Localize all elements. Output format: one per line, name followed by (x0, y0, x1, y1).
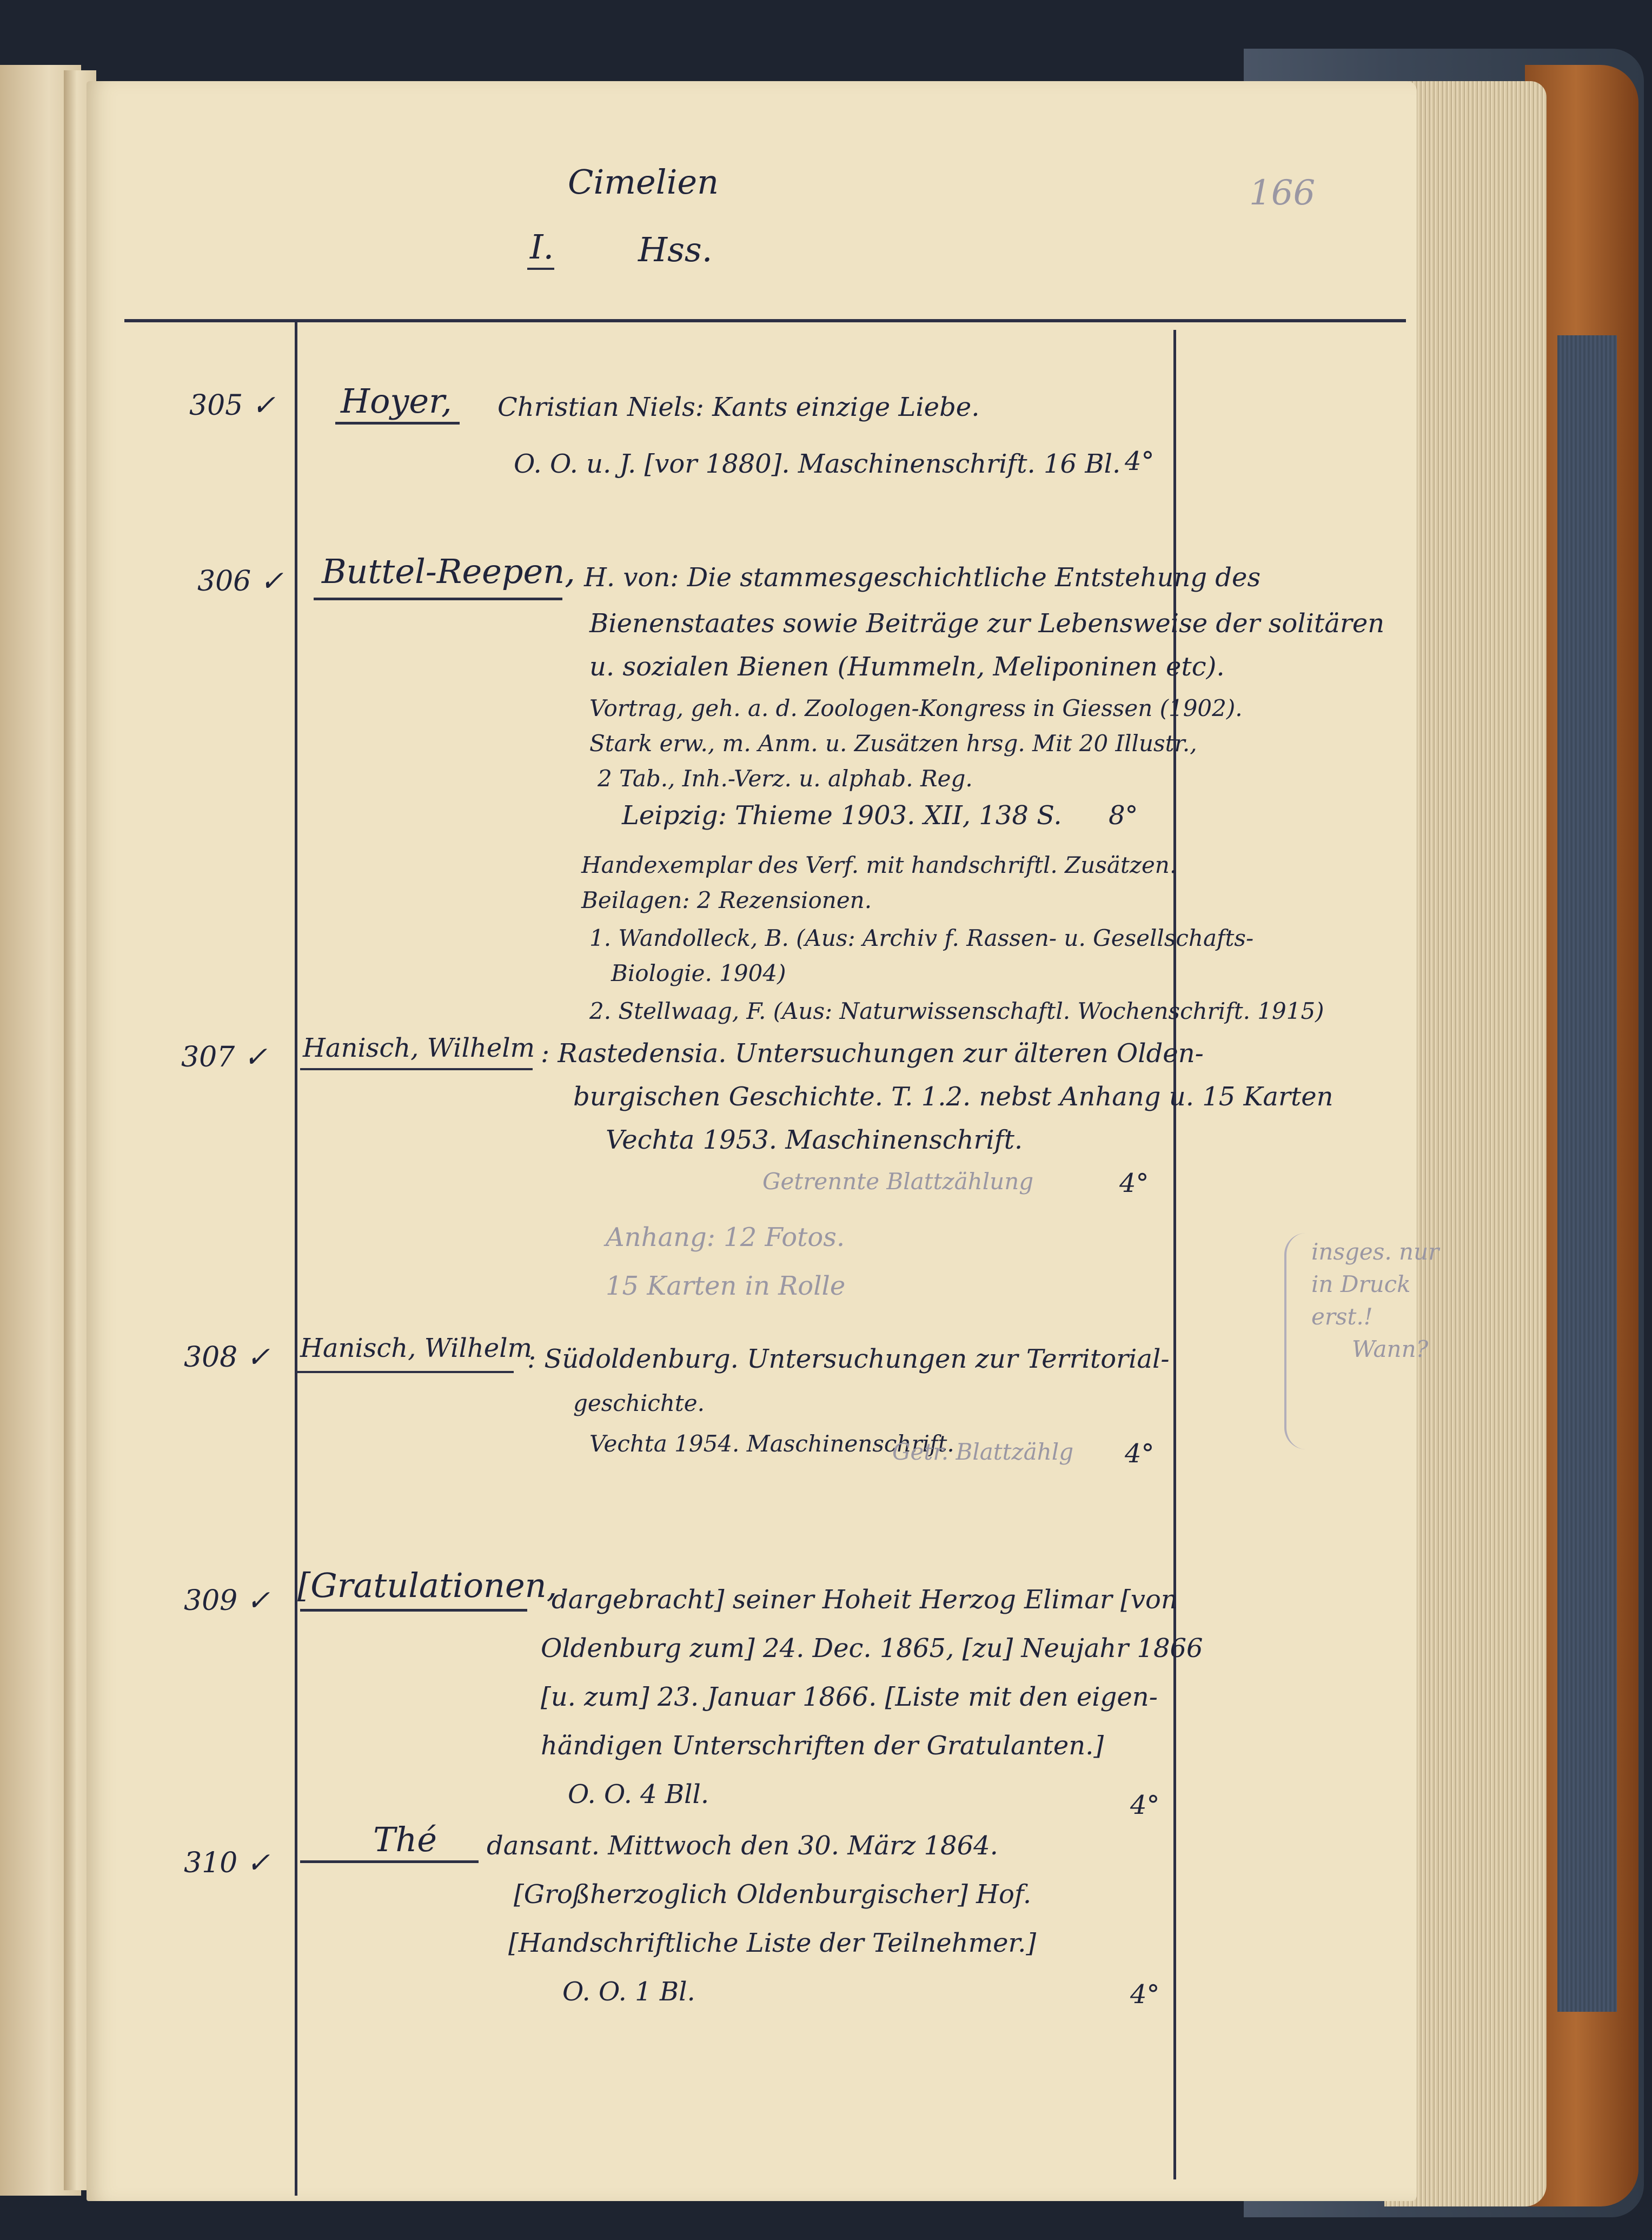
entry-line: [Handschriftliche Liste der Teilnehmer.] (508, 1928, 1037, 1958)
section-roman: I. (530, 227, 554, 267)
entry-line: Vechta 1954. Maschinenschrift. (589, 1430, 954, 1457)
entry-line: Oldenburg zum] 24. Dec. 1865, [zu] Neujahr 1866 (541, 1633, 1203, 1664)
right-column-rule (1173, 330, 1176, 2179)
entry-line: burgischen Geschichte. T. 1.2. nebst Anhang u. 15 Karten (573, 1082, 1333, 1112)
author-underline (314, 598, 562, 600)
entry-format: 4° (1130, 1979, 1160, 2010)
author-underline (335, 422, 460, 425)
book-cloth-spine (1557, 335, 1617, 2012)
pencil-note: 15 Karten in Rolle (606, 1271, 846, 1301)
entry-line: O. O. 1 Bl. (562, 1977, 695, 2007)
entry-line: 2 Tab., Inh.-Verz. u. alphab. Reg. (598, 765, 973, 792)
entry-line: O. O. u. J. [vor 1880]. Maschinenschrift. 16 Bl. (514, 449, 1121, 479)
roman-underline (527, 268, 554, 270)
entry-line: O. O. 4 Bll. (568, 1779, 709, 1810)
entry-format: 4° (1130, 1790, 1160, 1820)
entry-format: 4° (1119, 1168, 1149, 1198)
entry-line: Vechta 1953. Maschinenschrift. (606, 1125, 1023, 1155)
entry-line: Vortrag, geh. a. d. Zoologen-Kongress in Giessen (1902). (589, 695, 1243, 721)
page-number: 166 (1249, 173, 1316, 213)
author-underline (300, 1609, 527, 1612)
entry-line: : Rastedensia. Untersuchungen zur älteren Olden- (541, 1038, 1204, 1069)
pencil-note: Anhang: 12 Fotos. (606, 1222, 845, 1252)
header-rule (124, 319, 1406, 322)
entry-author-309: [Gratulationen, (297, 1566, 558, 1605)
margin-note: insges. nur (1311, 1238, 1439, 1265)
margin-note: erst.! (1311, 1303, 1373, 1330)
entry-line: dansant. Mittwoch den 30. März 1864. (487, 1831, 998, 1861)
entry-line: dargebracht] seiner Hoheit Herzog Elimar [von (552, 1585, 1178, 1615)
entry-number-310: 310 ✓ (184, 1847, 270, 1879)
entry-line: Handexemplar des Verf. mit handschriftl. Zusätzen. (581, 852, 1177, 878)
entry-format: 8° (1109, 800, 1138, 831)
entry-line: 2. Stellwaag, F. (Aus: Naturwissenschaftl. Wochenschrift. 1915) (589, 998, 1324, 1024)
entry-author-305: Hoyer, (341, 381, 452, 421)
entry-number-305: 305 ✓ (189, 389, 276, 422)
author-underline (300, 1860, 479, 1863)
entry-author-307: Hanisch, Wilhelm (303, 1033, 535, 1063)
entry-format: 4° (1125, 1439, 1155, 1469)
entry-format: 4° (1125, 446, 1155, 476)
catalog-page (87, 81, 1439, 2201)
entry-line: Leipzig: Thieme 1903. XII, 138 S. (622, 800, 1062, 831)
pencil-note: Getrennte Blattzählung (762, 1168, 1034, 1195)
entry-line: 1. Wandolleck, B. (Aus: Archiv f. Rassen- u. Gesellschafts- (589, 925, 1254, 951)
entry-line: Stark erw., m. Anm. u. Zusätzen hrsg. Mit 20 Illustr., (589, 730, 1197, 757)
entry-line: händigen Unterschriften der Gratulanten.] (541, 1731, 1104, 1761)
section-subtitle: Hss. (638, 230, 713, 269)
entry-line: Beilagen: 2 Rezensionen. (581, 887, 872, 913)
entry-line: u. sozialen Bienen (Hummeln, Meliponinen etc). (589, 652, 1225, 682)
entry-number-306: 306 ✓ (197, 565, 284, 598)
margin-brace (1284, 1233, 1308, 1449)
page-title: Cimelien (568, 162, 719, 202)
margin-note: Wann? (1352, 1336, 1429, 1362)
entry-line: Biologie. 1904) (611, 960, 786, 986)
entry-line: geschichte. (573, 1390, 705, 1416)
entry-author-308: Hanisch, Wilhelm (300, 1333, 533, 1363)
entry-line: [u. zum] 23. Januar 1866. [Liste mit den eigen- (541, 1682, 1158, 1712)
entry-number-307: 307 ✓ (181, 1041, 268, 1073)
author-underline (300, 1068, 533, 1070)
author-underline (297, 1371, 514, 1373)
entry-author-310: Thé (373, 1820, 437, 1859)
entry-line: : Südoldenburg. Untersuchungen zur Territorial- (527, 1344, 1170, 1374)
margin-note: in Druck (1311, 1271, 1411, 1297)
entry-line: [Großherzoglich Oldenburgischer] Hof. (514, 1879, 1032, 1910)
entry-author-306: Buttel-Reepen, (322, 552, 575, 591)
pencil-note: Getr. Blattzählg (892, 1439, 1074, 1465)
entry-line: Bienenstaates sowie Beiträge zur Lebensweise der solitären (589, 608, 1385, 639)
entry-line: Christian Niels: Kants einzige Liebe. (497, 392, 980, 422)
entry-number-309: 309 ✓ (184, 1585, 270, 1617)
entry-number-308: 308 ✓ (184, 1341, 270, 1374)
entry-line: H. von: Die stammesgeschichtliche Entstehung des (584, 562, 1261, 593)
left-column-rule (295, 319, 297, 2196)
